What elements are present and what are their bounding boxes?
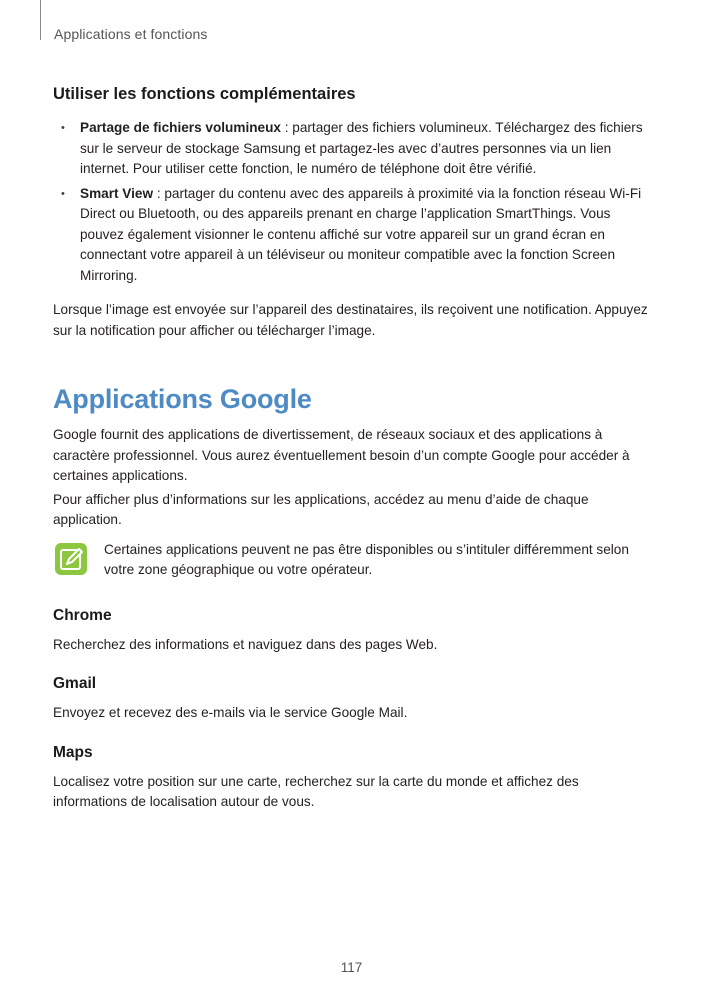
bullet-icon: •: [61, 187, 65, 200]
feature-term: Partage de fichiers volumineux: [80, 120, 281, 135]
app-heading-gmail: Gmail: [53, 675, 97, 692]
running-header: Applications et fonctions: [54, 26, 208, 42]
feature-term: Smart View: [80, 185, 154, 201]
note-box: [53, 540, 653, 584]
page-number: 117: [340, 960, 363, 975]
header-rule: [40, 0, 41, 40]
bullet-icon: •: [61, 122, 65, 134]
google-intro-paragraph: Google fournit des applications de divertissement, de réseaux sociaux et des applications à caractère professionnel. Vous aurez éventuellement besoin d’un compte Google pour accéder à certaines applications.: [53, 427, 630, 483]
page-content: [53, 84, 653, 813]
app-heading-maps: Maps: [53, 743, 93, 761]
app-description-maps: Localisez votre position sur une carte, recherchez sur la carte du monde et affichez des informations de localisation autour de vous.: [53, 773, 579, 809]
app-heading-chrome: Chrome: [53, 606, 112, 624]
google-more-info-paragraph: Pour afficher plus d’informations sur les applications, accédez au menu d’aide de chaque application.: [53, 491, 589, 527]
app-description-gmail: Envoyez et recevez des e-mails via le service Google Mail.: [53, 705, 408, 720]
feature-list: [53, 118, 653, 286]
notification-paragraph: Lorsque l’image est envoyée sur l’appareil des destinataires, ils reçoivent une notification. Appuyez sur la notification pour afficher ou télécharger l’image.: [53, 302, 648, 338]
list-item: [53, 118, 653, 180]
note-pencil-icon: [54, 542, 88, 576]
note-text: Certaines applications peuvent ne pas être disponibles ou s’intituler différemment selon votre zone géographique ou votre opérateur.: [104, 541, 629, 577]
feature-description: : partager du contenu avec des appareils à proximité via la fonction réseau Wi-Fi Direct ou Bluetooth, ou des appareils prenant en charge l’application SmartThings. Vous pouvez également visionner le contenu affiché sur votre appareil sur un grand écran en connectant votre appareil à un téléviseur ou moniteur compatible avec la fonction Screen Mirroring.: [80, 185, 642, 283]
section-heading-extra-features: Utiliser les fonctions complémentaires: [53, 85, 356, 103]
list-item: [53, 184, 653, 287]
app-description-chrome: Recherchez des informations et naviguez dans des pages Web.: [53, 636, 438, 652]
page-title: Applications Google: [53, 384, 312, 414]
feature-description: : partager des fichiers volumineux. Téléchargez des fichiers sur le serveur de stockage Samsung et partagez-les avec d’autres personnes via un lien internet. Pour utiliser cette fonction, le numéro de téléphone doit être vérifié.: [80, 120, 643, 176]
